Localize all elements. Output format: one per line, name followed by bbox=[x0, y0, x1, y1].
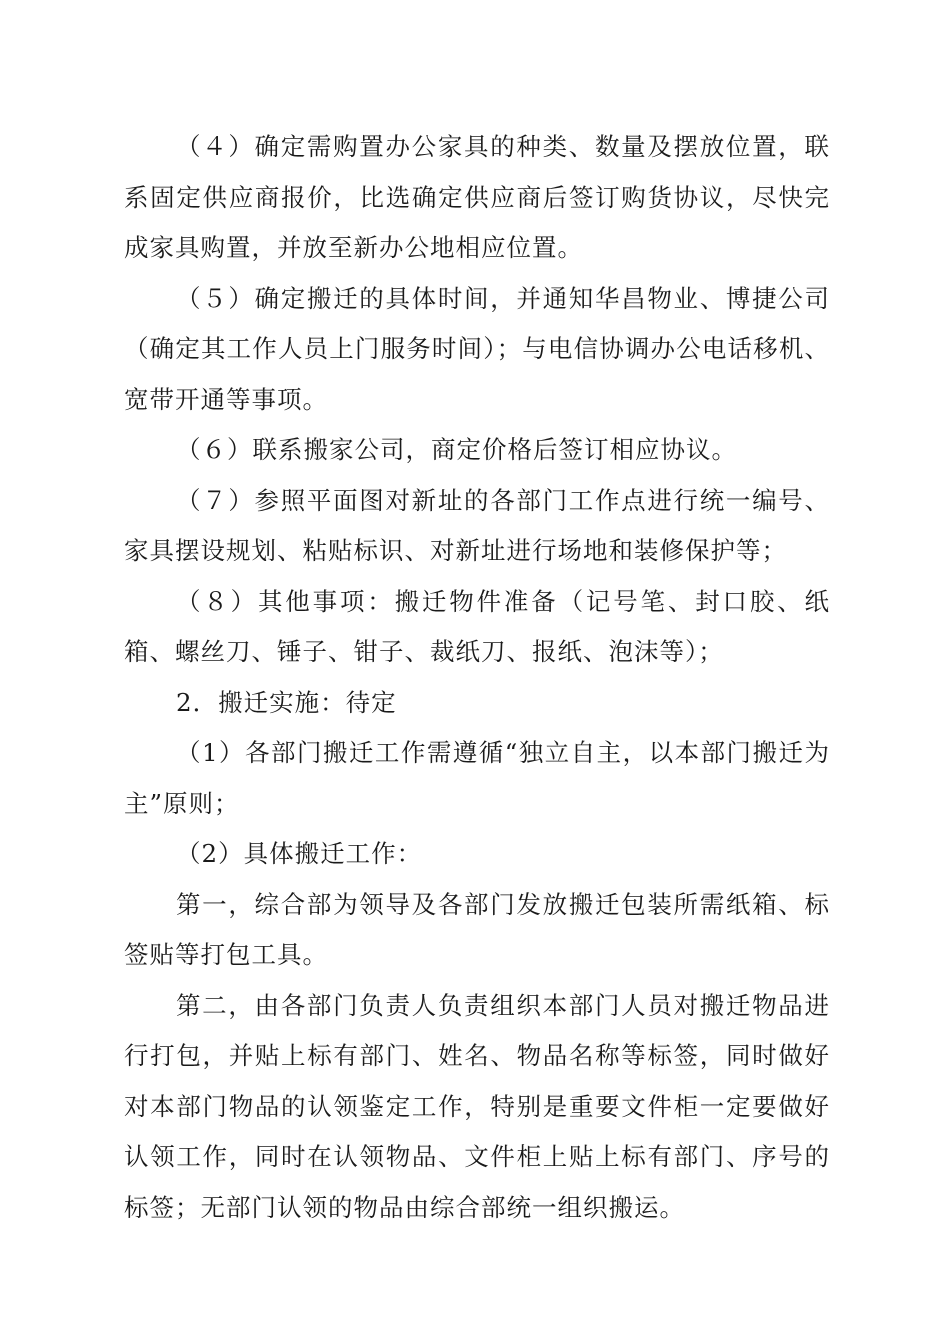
paragraph-principle: （1）各部门搬迁工作需遵循“独立自主，以本部门搬迁为主”原则； bbox=[124, 738, 830, 818]
paragraph-other-items: （８）其他事项：搬迁物件准备（记号笔、封口胶、纸箱、螺丝刀、锤子、钳子、裁纸刀、报纸、泡沫等）； bbox=[124, 586, 830, 666]
paragraph-step-one: 第一，综合部为领导及各部门发放搬迁包装所需纸箱、标签贴等打包工具。 bbox=[124, 889, 830, 969]
document-body bbox=[124, 122, 830, 1233]
paragraph-furniture-purchase: （４）确定需购置办公家具的种类、数量及摆放位置，联系固定供应商报价，比选确定供应商后签订购货协议，尽快完成家具购置，并放至新办公地相应位置。 bbox=[124, 132, 830, 262]
paragraph-step-two: 第二，由各部门负责人负责组织本部门人员对搬迁物品进行打包，并贴上标有部门、姓名、物品名称等标签，同时做好对本部门物品的认领鉴定工作，特别是重要文件柜一定要做好认领工作，同时在认领物品、文件柜上贴上标有部门、序号的标签；无部门认领的物品由综合部统一组织搬运。 bbox=[124, 990, 830, 1222]
paragraph-relocation-time: （５）确定搬迁的具体时间，并通知华昌物业、博捷公司（确定其工作人员上门服务时间）；与电信协调办公电话移机、宽带开通等事项。 bbox=[124, 283, 830, 414]
paragraph-specific-work: （2）具体搬迁工作： bbox=[176, 839, 423, 868]
paragraph-moving-company: （６）联系搬家公司，商定价格后签订相应协议。 bbox=[176, 435, 737, 464]
section-heading-implementation: 2．搬迁实施：待定 bbox=[176, 687, 397, 717]
paragraph-numbering-plan: （７）参照平面图对新址的各部门工作点进行统一编号、家具摆设规划、粘贴标识、对新址进行场地和装修保护等； bbox=[124, 485, 830, 565]
